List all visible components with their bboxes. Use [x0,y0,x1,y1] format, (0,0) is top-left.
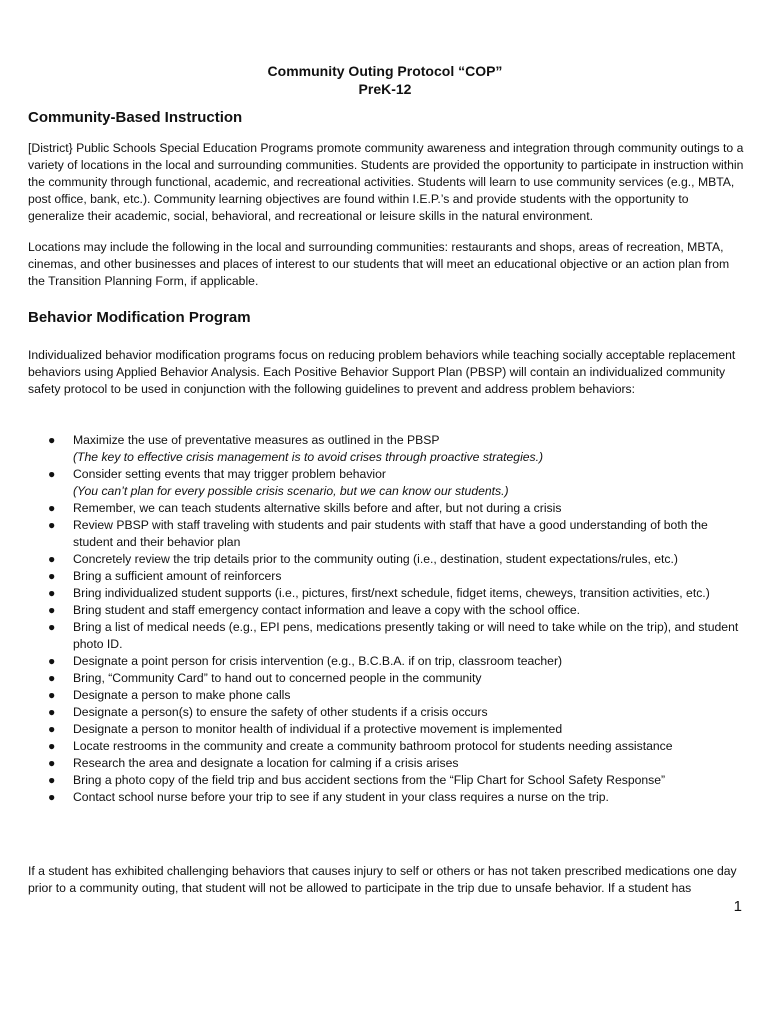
list-item [28,670,748,687]
bullet-icon: ● [48,501,56,515]
list-item [28,653,748,670]
bullet-icon: ● [48,722,56,736]
list-item-text: Designate a person to make phone calls [73,688,291,702]
list-item-note: (You can’t plan for every possible crisis scenario, but we can know our students.) [73,484,509,498]
list-item [28,772,748,789]
list-item-text: Locate restrooms in the community and create a community bathroom protocol for students needing assistance [73,739,673,753]
list-item-note: (The key to effective crisis management is to avoid crises through proactive strategies.) [73,450,544,464]
bullet-icon: ● [48,586,56,600]
list-item [28,789,748,806]
list-item-text: Concretely review the trip details prior to the community outing (i.e., destination, student expectations/rules, etc.) [73,552,678,566]
list-item-text: Designate a person to monitor health of individual if a protective movement is implemented [73,722,563,736]
instruction-paragraph-1: [District} Public Schools Special Education Programs promote community awareness and integration through community outings to a variety of locations in the local and surrounding communities. Students are provided the opportunity to participate in instruction within the community through functional, academic, and recreational activities. Students will learn to use community services (e.g., MBTA, post office, bank, etc.). Community learning objectives are found within I.E.P.’s and provide students with the opportunity to generalize their academic, social, behavioral, and recreational or leisure skills in the natural environment. [28,141,744,223]
document-title: Community Outing Protocol “COP” [267,63,503,79]
bullet-icon: ● [48,518,56,532]
bullet-icon: ● [48,671,56,685]
section-heading-behavior: Behavior Modification Program [28,309,251,326]
list-item-text: Research the area and designate a location for calming if a crisis arises [73,756,459,770]
list-item-text: Contact school nurse before your trip to see if any student in your class requires a nurse on the trip. [73,790,609,804]
list-item-text: Bring a sufficient amount of reinforcers [73,569,282,583]
document-subtitle: PreK-12 [358,81,412,97]
bullet-icon: ● [48,756,56,770]
bullet-icon: ● [48,790,56,804]
list-item-text: Bring a photo copy of the field trip and bus accident sections from the “Flip Chart for School Safety Response” [73,773,666,787]
list-item-text: Maximize the use of preventative measures as outlined in the PBSP [73,433,440,447]
list-item [28,704,748,721]
list-item [28,568,748,585]
section-heading-instruction: Community-Based Instruction [28,109,243,126]
bullet-icon: ● [48,433,56,447]
bullet-icon: ● [48,654,56,668]
bullet-icon: ● [48,620,56,634]
list-item-text: Bring a list of medical needs (e.g., EPI pens, medications presently taking or will need to take while on the trip), and student photo ID. [73,620,739,651]
bullet-icon: ● [48,739,56,753]
bullet-icon: ● [48,688,56,702]
list-item-text: Review PBSP with staff traveling with students and pair students with staff that have a good understanding of both the student and their behavior plan [73,518,708,549]
behavior-intro-paragraph: Individualized behavior modification programs focus on reducing problem behaviors while teaching socially acceptable replacement behaviors using Applied Behavior Analysis. Each Positive Behavior Support Plan (PBSP) will contain an individualized community safety protocol to be used in conjunction with the following guidelines to prevent and address problem behaviors: [28,348,736,396]
list-item [28,602,748,619]
list-item-text: Designate a person(s) to ensure the safety of other students if a crisis occurs [73,705,488,719]
list-item-text: Remember, we can teach students alternative skills before and after, but not during a crisis [73,501,562,515]
list-item [28,738,748,755]
list-item-text: Designate a point person for crisis intervention (e.g., B.C.B.A. if on trip, classroom teacher) [73,654,563,668]
list-item-text: Consider setting events that may trigger problem behavior [73,467,386,481]
list-item [28,619,748,653]
list-item [28,517,748,551]
closing-paragraph: If a student has exhibited challenging behaviors that causes injury to self or others or has not taken prescribed medications one day prior to a community outing, that student will not be allowed to participate in the trip due to unsafe behavior. If a student has [28,864,737,895]
list-item [28,466,748,500]
list-item-text: Bring student and staff emergency contact information and leave a copy with the school office. [73,603,580,617]
guidelines-list [28,432,748,806]
instruction-paragraph-2: Locations may include the following in the local and surrounding communities: restaurants and shops, areas of recreation, MBTA, cinemas, and other businesses and places of interest to our students that will meet an educational objective or an action plan from the Transition Planning Form, if applicable. [28,240,730,288]
bullet-icon: ● [48,467,56,481]
list-item [28,500,748,517]
list-item [28,432,748,466]
page-number: 1 [733,898,742,915]
list-item [28,755,748,772]
bullet-icon: ● [48,569,56,583]
bullet-icon: ● [48,552,56,566]
list-item [28,687,748,704]
bullet-icon: ● [48,603,56,617]
list-item [28,551,748,568]
list-item [28,585,748,602]
list-item-text: Bring individualized student supports (i.e., pictures, first/next schedule, fidget items, cheweys, transition activities, etc.) [73,586,710,600]
list-item-text: Bring, “Community Card” to hand out to concerned people in the community [73,671,482,685]
bullet-icon: ● [48,773,56,787]
bullet-icon: ● [48,705,56,719]
list-item [28,721,748,738]
